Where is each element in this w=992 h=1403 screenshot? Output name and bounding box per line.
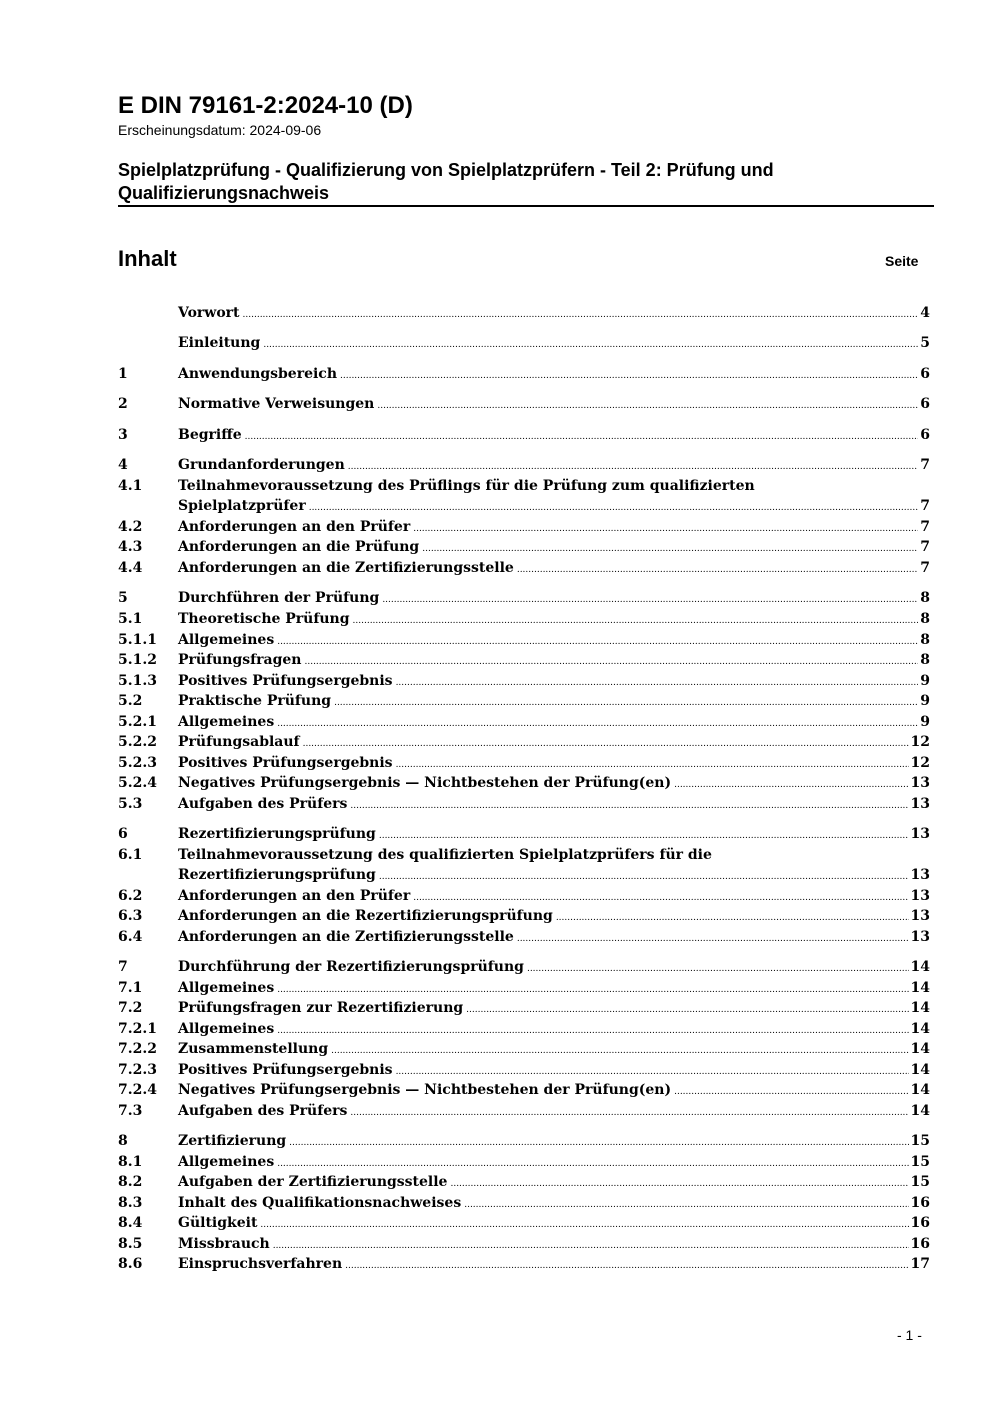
dot-leader — [277, 712, 918, 734]
toc-entry[interactable] — [118, 927, 930, 947]
dot-leader — [345, 1254, 908, 1276]
toc-entry[interactable] — [118, 333, 930, 353]
page-number: - 1 - — [897, 1327, 922, 1343]
toc-entry-title: Prüfungsfragen zur Rezertifizierung — [178, 1000, 464, 1016]
toc-entry-number: 1 — [118, 366, 128, 382]
toc-entry[interactable] — [118, 455, 930, 475]
dot-leader — [464, 1193, 908, 1215]
toc-entry-title: Aufgaben des Prüfers — [178, 796, 348, 812]
toc-entry-title: Allgemeines — [178, 980, 275, 996]
dot-leader — [277, 1019, 908, 1041]
toc-entry-page: 15 — [910, 1133, 930, 1149]
dot-leader — [263, 333, 918, 355]
toc-entry-page: 13 — [910, 929, 930, 945]
toc-entry[interactable] — [118, 558, 930, 578]
toc-entry[interactable] — [118, 1254, 930, 1274]
toc-entry[interactable] — [118, 906, 930, 926]
toc-entry[interactable] — [118, 1019, 930, 1039]
toc-entry[interactable] — [118, 1131, 930, 1151]
toc-entry-title: Anforderungen an den Prüfer — [178, 519, 411, 535]
toc-entry[interactable] — [118, 394, 930, 414]
toc-entry-title: Positives Prüfungsergebnis — [178, 755, 393, 771]
toc-entry[interactable] — [118, 845, 930, 885]
toc-entry-page: 9 — [920, 673, 930, 689]
toc-entry-number: 3 — [118, 427, 128, 443]
toc-entry-title: Theoretische Prüfung — [178, 611, 350, 627]
toc-entry-title: Rezertifizierungsprüfung — [178, 826, 376, 842]
toc-entry-title: Prüfungsfragen — [178, 652, 302, 668]
toc-entry[interactable] — [118, 773, 930, 793]
dot-leader — [348, 455, 918, 477]
toc-entry-title: Anforderungen an die Prüfung — [178, 539, 420, 555]
toc-entry-page: 5 — [920, 335, 930, 351]
dot-leader — [260, 1213, 908, 1235]
toc-entry-page: 8 — [920, 632, 930, 648]
toc-entry[interactable] — [118, 1080, 930, 1100]
toc-entry[interactable] — [118, 1060, 930, 1080]
toc-entry-page: 15 — [910, 1174, 930, 1190]
toc-entry-title: Anforderungen an den Prüfer — [178, 888, 411, 904]
toc-entry-title: Aufgaben des Prüfers — [178, 1103, 348, 1119]
toc-page-column-label: Seite — [885, 253, 919, 269]
toc-entry-page: 8 — [920, 611, 930, 627]
toc-entry-number: 7 — [118, 959, 128, 975]
toc-entry[interactable] — [118, 1213, 930, 1233]
toc-entry-page: 13 — [910, 775, 930, 791]
toc-entry-page: 14 — [910, 1041, 930, 1057]
toc-entry-page: 13 — [910, 888, 930, 904]
toc-entry[interactable] — [118, 650, 930, 670]
toc-entry-page: 13 — [910, 908, 930, 924]
toc-entry-page: 14 — [910, 1021, 930, 1037]
dot-leader — [350, 794, 908, 816]
toc-entry-title: Allgemeines — [178, 1154, 275, 1170]
dot-leader — [379, 865, 909, 887]
toc-entry-title: Anforderungen an die Rezertifizierungsprüfung — [178, 908, 553, 924]
toc-entry-title: Vorwort — [178, 305, 240, 321]
toc-entry-number: 8.6 — [118, 1256, 143, 1272]
toc-entry-number: 4.1 — [118, 478, 143, 494]
toc-entry-number: 5.1.2 — [118, 652, 157, 668]
toc-entry-page: 14 — [910, 959, 930, 975]
toc-entry-page: 16 — [910, 1195, 930, 1211]
toc-entry-number: 5.3 — [118, 796, 143, 812]
dot-leader — [334, 691, 918, 713]
dot-leader — [303, 732, 909, 754]
toc-entry-number: 8.3 — [118, 1195, 143, 1211]
toc-entry-title: Prüfungsablauf — [178, 734, 300, 750]
toc-entry-number: 5.1 — [118, 611, 143, 627]
toc-entry[interactable] — [118, 588, 930, 608]
toc-entry[interactable] — [118, 303, 930, 323]
toc-entry[interactable] — [118, 753, 930, 773]
toc-entry[interactable] — [118, 794, 930, 814]
dot-leader — [556, 906, 909, 928]
toc-entry-page: 12 — [910, 755, 930, 771]
toc-entry[interactable] — [118, 1101, 930, 1121]
toc-entry-title-line1: Teilnahmevoraussetzung des qualifizierten Spielplatzprüfers für die — [178, 847, 712, 863]
toc-entry-number: 5.2 — [118, 693, 143, 709]
toc-entry-number: 5.2.3 — [118, 755, 157, 771]
toc-entry[interactable] — [118, 691, 930, 711]
publication-date: Erscheinungsdatum: 2024-09-06 — [118, 122, 322, 138]
toc-entry-title: Missbrauch — [178, 1236, 270, 1252]
dot-leader — [674, 773, 908, 795]
toc-entry-page: 14 — [910, 1082, 930, 1098]
toc-entry-page: 14 — [910, 980, 930, 996]
toc-entry-title: Negatives Prüfungsergebnis — Nichtbestehen der Prüfung(en) — [178, 775, 672, 791]
toc-entry-page: 9 — [920, 714, 930, 730]
toc-entry[interactable] — [118, 476, 930, 516]
toc-entry[interactable] — [118, 998, 930, 1018]
dot-leader — [396, 753, 909, 775]
toc-entry-page: 17 — [910, 1256, 930, 1272]
toc-entry-title: Anforderungen an die Zertifizierungsstelle — [178, 560, 514, 576]
toc-entry-number: 2 — [118, 396, 128, 412]
dot-leader — [273, 1234, 909, 1256]
dot-leader — [245, 425, 919, 447]
toc-entry-page: 6 — [920, 366, 930, 382]
toc-entry-number: 5.1.3 — [118, 673, 157, 689]
toc-entry-page: 7 — [920, 498, 930, 514]
toc-entry-title: Durchführen der Prüfung — [178, 590, 380, 606]
toc-entry-number: 6 — [118, 826, 128, 842]
title-divider — [118, 205, 934, 207]
toc-entry-number: 5 — [118, 590, 128, 606]
toc-entry[interactable] — [118, 978, 930, 998]
dot-leader — [340, 364, 918, 386]
toc-entry-number: 4 — [118, 457, 128, 473]
toc-entry-page: 7 — [920, 560, 930, 576]
dot-leader — [277, 630, 918, 652]
toc-entry-number: 8.5 — [118, 1236, 143, 1252]
toc-entry-number: 4.3 — [118, 539, 143, 555]
toc-entry-number: 4.2 — [118, 519, 143, 535]
toc-entry-title: Allgemeines — [178, 714, 275, 730]
dot-leader — [331, 1039, 908, 1061]
toc-entry-page: 14 — [910, 1062, 930, 1078]
dot-leader — [243, 303, 919, 325]
toc-entry-title: Positives Prüfungsergebnis — [178, 673, 393, 689]
toc-entry-title: Aufgaben der Zertifizierungsstelle — [178, 1174, 448, 1190]
toc-entry-number: 5.2.2 — [118, 734, 157, 750]
dot-leader — [517, 927, 909, 949]
toc-entry[interactable] — [118, 886, 930, 906]
toc-entry[interactable] — [118, 537, 930, 557]
toc-entry-title: Anforderungen an die Zertifizierungsstelle — [178, 929, 514, 945]
toc-entry-page: 12 — [910, 734, 930, 750]
toc-entry-page: 7 — [920, 457, 930, 473]
toc-entry-page: 13 — [910, 796, 930, 812]
toc-entry[interactable] — [118, 712, 930, 732]
dot-leader — [413, 886, 908, 908]
toc-entry-page: 16 — [910, 1215, 930, 1231]
toc-entry-number: 8 — [118, 1133, 128, 1149]
toc-entry-page: 15 — [910, 1154, 930, 1170]
dot-leader — [382, 588, 918, 610]
toc-entry[interactable] — [118, 630, 930, 650]
toc-entry-number: 7.2.4 — [118, 1082, 157, 1098]
toc-entry-page: 14 — [910, 1103, 930, 1119]
toc-entry-title: Grundanforderungen — [178, 457, 345, 473]
toc-entry-number: 6.3 — [118, 908, 143, 924]
document-title: Spielplatzprüfung - Qualifizierung von Spielplatzprüfern - Teil 2: Prüfung und Qualifizierungsnachweis — [118, 160, 774, 203]
toc-entry-number: 7.3 — [118, 1103, 143, 1119]
toc-entry[interactable] — [118, 517, 930, 537]
toc-entry[interactable] — [118, 732, 930, 752]
toc-entry-number: 4.4 — [118, 560, 143, 576]
toc-entry[interactable] — [118, 957, 930, 977]
dot-leader — [527, 957, 909, 979]
toc-entry-number: 8.2 — [118, 1174, 143, 1190]
toc-entry-title: Praktische Prüfung — [178, 693, 332, 709]
dot-leader — [353, 609, 919, 631]
toc-entry[interactable] — [118, 1039, 930, 1059]
toc-heading: Inhalt — [118, 246, 177, 271]
toc-entry-number: 7.2 — [118, 1000, 143, 1016]
toc-entry-number: 5.2.4 — [118, 775, 157, 791]
dot-leader — [517, 558, 918, 580]
toc-entry-number: 8.1 — [118, 1154, 143, 1170]
toc-entry-number: 6.4 — [118, 929, 143, 945]
toc-entry-page: 16 — [910, 1236, 930, 1252]
toc-entry-title: Allgemeines — [178, 1021, 275, 1037]
toc-entry-page: 14 — [910, 1000, 930, 1016]
toc-entry[interactable] — [118, 1234, 930, 1254]
toc-entry-number: 7.1 — [118, 980, 143, 996]
dot-leader — [450, 1172, 908, 1194]
document-identifier: E DIN 79161-2:2024-10 (D) — [118, 92, 413, 119]
dot-leader — [674, 1080, 908, 1102]
dot-leader — [413, 517, 918, 539]
toc-entry-title: Allgemeines — [178, 632, 275, 648]
toc-entry[interactable] — [118, 671, 930, 691]
dot-leader — [466, 998, 908, 1020]
dot-leader — [309, 496, 919, 518]
dot-leader — [289, 1131, 908, 1153]
dot-leader — [396, 671, 919, 693]
toc-entry-page: 8 — [920, 652, 930, 668]
toc-entry-number: 6.2 — [118, 888, 143, 904]
toc-entry-page: 8 — [920, 590, 930, 606]
toc-entry[interactable] — [118, 1152, 930, 1172]
dot-leader — [304, 650, 918, 672]
toc-entry-title: Durchführung der Rezertifizierungsprüfung — [178, 959, 524, 975]
toc-entry-number: 8.4 — [118, 1215, 143, 1231]
toc-entry[interactable] — [118, 425, 930, 445]
dot-leader — [277, 978, 908, 1000]
toc-entry-page: 6 — [920, 396, 930, 412]
toc-entry-title: Normative Verweisungen — [178, 396, 375, 412]
dot-leader — [350, 1101, 908, 1123]
toc-entry-number: 7.2.1 — [118, 1021, 157, 1037]
toc-entry-title: Spielplatzprüfer — [178, 498, 306, 514]
toc-entry-number: 6.1 — [118, 847, 143, 863]
toc-entry-number: 5.1.1 — [118, 632, 157, 648]
dot-leader — [422, 537, 918, 559]
toc-entry-title: Gültigkeit — [178, 1215, 258, 1231]
toc-entry[interactable] — [118, 824, 930, 844]
toc-entry-page: 4 — [920, 305, 930, 321]
toc-entry[interactable] — [118, 1193, 930, 1213]
toc-entry-page: 13 — [910, 867, 930, 883]
dot-leader — [277, 1152, 908, 1174]
toc-entry-title: Einleitung — [178, 335, 261, 351]
toc-entry[interactable] — [118, 364, 930, 384]
toc-entry[interactable] — [118, 609, 930, 629]
toc-entry-title: Zertifizierung — [178, 1133, 287, 1149]
toc-entry-number: 5.2.1 — [118, 714, 157, 730]
toc-entry-number: 7.2.3 — [118, 1062, 157, 1078]
toc-entry-title: Inhalt des Qualifikationsnachweises — [178, 1195, 462, 1211]
toc-entry-title: Anwendungsbereich — [178, 366, 337, 382]
dot-leader — [379, 824, 909, 846]
toc-entry-page: 7 — [920, 539, 930, 555]
toc-entry-number: 7.2.2 — [118, 1041, 157, 1057]
dot-leader — [377, 394, 918, 416]
toc-entry-title: Zusammenstellung — [178, 1041, 329, 1057]
toc-entry-page: 9 — [920, 693, 930, 709]
toc-entry-title: Einspruchsverfahren — [178, 1256, 343, 1272]
dot-leader — [396, 1060, 909, 1082]
toc-entry-title-line1: Teilnahmevoraussetzung des Prüflings für die Prüfung zum qualifizierten — [178, 478, 755, 494]
toc-entry-title: Negatives Prüfungsergebnis — Nichtbestehen der Prüfung(en) — [178, 1082, 672, 1098]
toc-entry-page: 6 — [920, 427, 930, 443]
toc-entry-title: Begriffe — [178, 427, 242, 443]
toc-entry-title: Rezertifizierungsprüfung — [178, 867, 376, 883]
toc-entry-page: 7 — [920, 519, 930, 535]
toc-entry-page: 13 — [910, 826, 930, 842]
toc-entry-title: Positives Prüfungsergebnis — [178, 1062, 393, 1078]
toc-entry[interactable] — [118, 1172, 930, 1192]
